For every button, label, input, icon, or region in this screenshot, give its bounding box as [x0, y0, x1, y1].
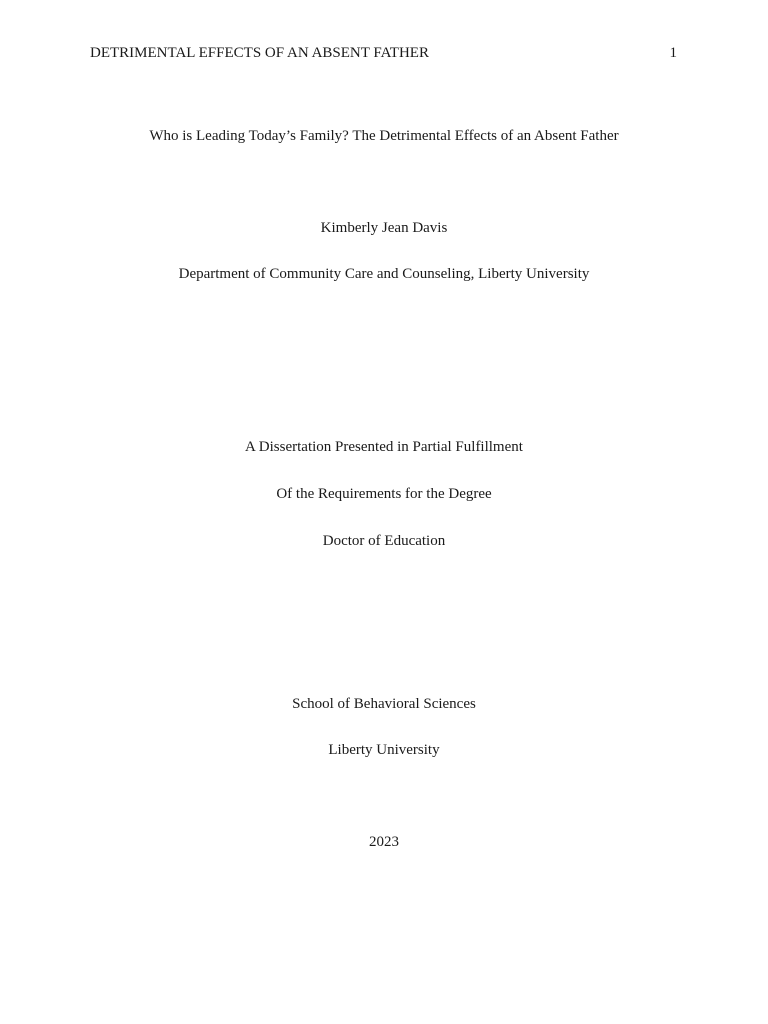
- running-head: DETRIMENTAL EFFECTS OF AN ABSENT FATHER: [90, 45, 429, 61]
- institution-name: Liberty University: [328, 742, 440, 758]
- publication-year: 2023: [369, 834, 399, 850]
- page-number: 1: [669, 45, 677, 61]
- degree-name: Doctor of Education: [322, 533, 446, 549]
- dissertation-statement-line-1: A Dissertation Presented in Partial Fulfillment: [245, 439, 523, 455]
- author-name: Kimberly Jean Davis: [320, 220, 448, 236]
- document-title: Who is Leading Today’s Family? The Detrimental Effects of an Absent Father: [149, 128, 619, 144]
- author-affiliation: Department of Community Care and Counseling, Liberty University: [178, 266, 590, 282]
- dissertation-statement-line-2: Of the Requirements for the Degree: [276, 486, 492, 502]
- school-name: School of Behavioral Sciences: [292, 696, 476, 712]
